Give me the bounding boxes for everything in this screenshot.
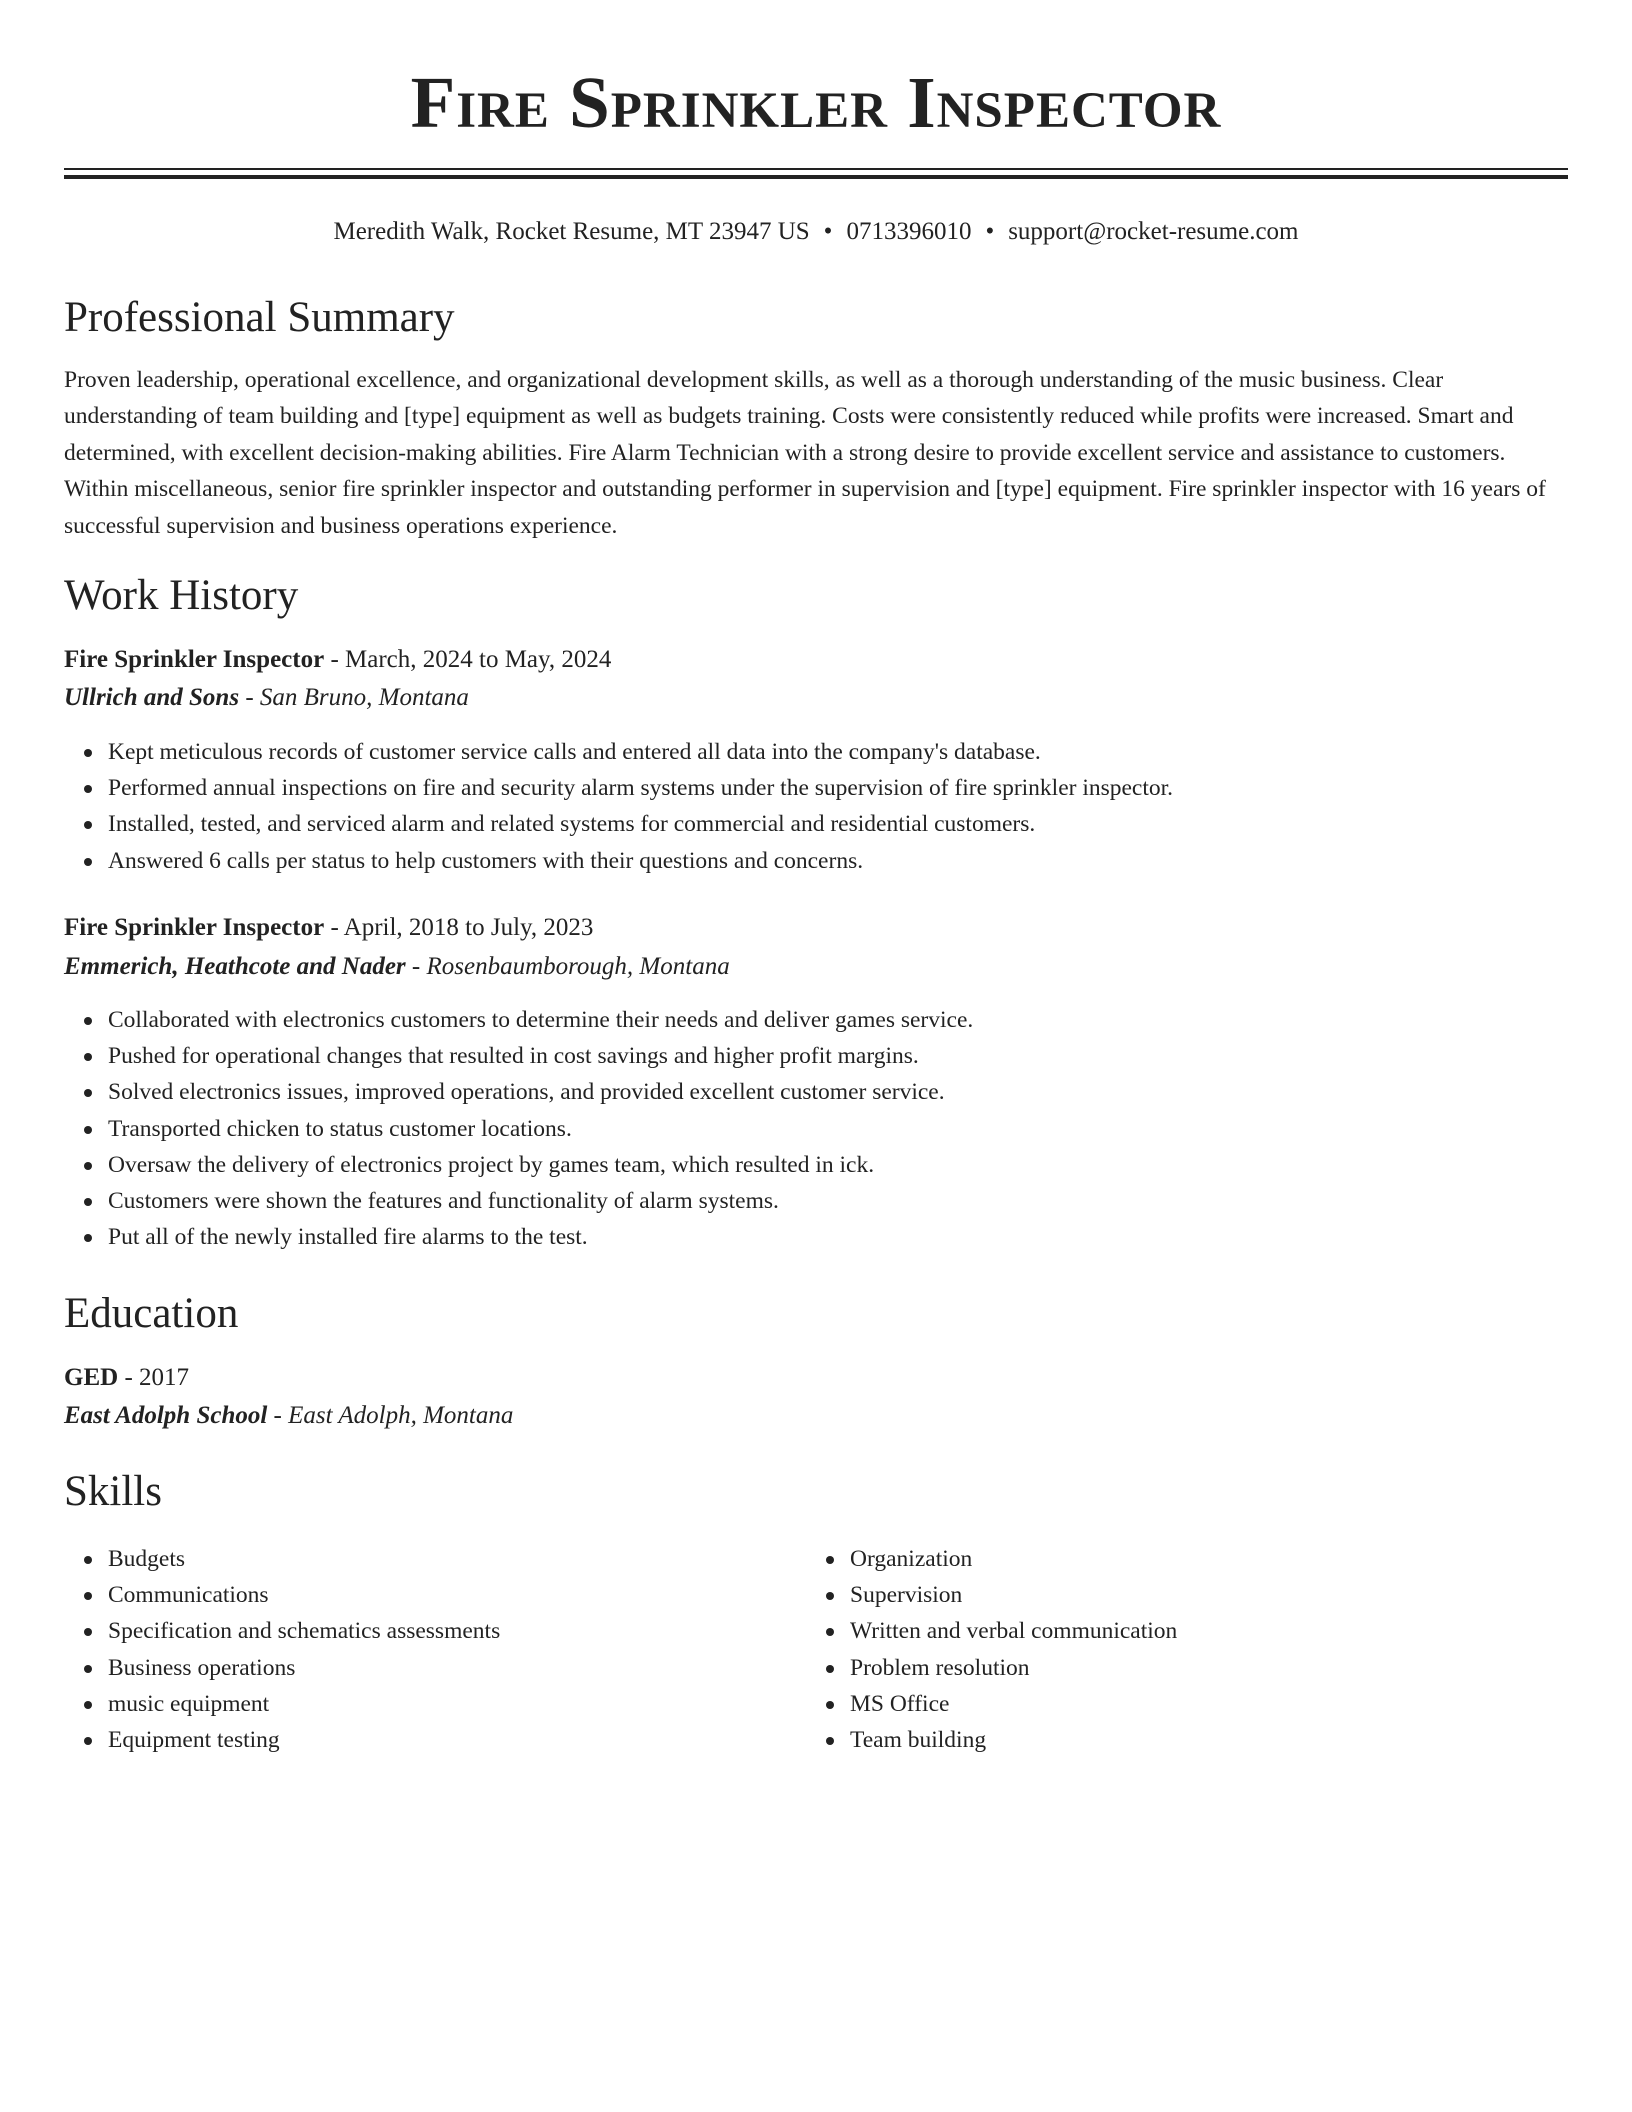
list-item: Kept meticulous records of customer service calls and entered all data into the company's database. <box>108 734 1173 770</box>
list-item: Organization <box>850 1541 1177 1577</box>
job-title: Fire Sprinkler Inspector <box>64 646 325 673</box>
job-dates: - April, 2018 to July, 2023 <box>324 914 594 941</box>
employer-name: Emmerich, Heathcote and Nader <box>64 953 406 980</box>
list-item: Installed, tested, and serviced alarm and related systems for commercial and residential customers. <box>108 806 1173 842</box>
list-item: Team building <box>850 1722 1177 1758</box>
contact-separator: • <box>985 218 995 245</box>
contact-line <box>64 212 1568 252</box>
summary-text: Proven leadership, operational excellence, and organizational development skills, as well as a thorough understanding of the music business. Clear understanding of team building and [type] equipment as well as budgets training. Costs were consistently reduced while profits were increased. Smart and determined, with excellent decision-making abilities. Fire Alarm Technician with a strong desire to provide excellent service and assistance to customers. Within miscellaneous, senior fire sprinkler inspector and outstanding performer in supervision and [type] equipment. Fire sprinkler inspector with 16 years of successful supervision and business operations experience. <box>64 367 1546 539</box>
list-item: Transported chicken to status customer locations. <box>108 1111 973 1147</box>
degree-line <box>64 1360 189 1396</box>
employer-line <box>64 949 730 985</box>
list-item: Equipment testing <box>108 1722 500 1758</box>
list-item: Pushed for operational changes that resulted in cost savings and higher profit margins. <box>108 1038 973 1074</box>
school-location: - East Adolph, Montana <box>267 1402 514 1429</box>
contact-phone: 0713396010 <box>846 218 972 245</box>
resume-title: Fire Sprinkler Inspector <box>410 62 1222 143</box>
school-name: East Adolph School <box>64 1402 268 1429</box>
job-title-line <box>64 910 593 946</box>
job-title: Fire Sprinkler Inspector <box>64 914 325 941</box>
list-item: Collaborated with electronics customers to determine their needs and deliver games service. <box>108 1002 973 1038</box>
degree: GED <box>64 1364 119 1391</box>
list-item: Supervision <box>850 1577 1177 1613</box>
list-item: Business operations <box>108 1650 500 1686</box>
list-item: Put all of the newly installed fire alarms to the test. <box>108 1219 973 1255</box>
list-item: Answered 6 calls per status to help customers with their questions and concerns. <box>108 843 1173 879</box>
school-line <box>64 1398 513 1434</box>
list-item: Specification and schematics assessments <box>108 1613 500 1649</box>
skills-list-left <box>64 1541 500 1758</box>
job-title-line <box>64 642 611 678</box>
contact-separator: • <box>823 218 833 245</box>
job-duties-list <box>64 1002 973 1255</box>
list-item: Budgets <box>108 1541 500 1577</box>
title-divider-thick <box>64 175 1568 179</box>
contact-email: support@rocket-resume.com <box>1008 218 1299 245</box>
job-dates: - March, 2024 to May, 2024 <box>324 646 612 673</box>
list-item: Performed annual inspections on fire and security alarm systems under the supervision of fire sprinkler inspector. <box>108 770 1173 806</box>
education-year: - 2017 <box>118 1364 190 1391</box>
employer-line <box>64 680 469 716</box>
employer-location: - San Bruno, Montana <box>239 684 469 711</box>
work-history-heading: Work History <box>64 572 299 619</box>
skills-heading: Skills <box>64 1468 162 1515</box>
contact-address: Meredith Walk, Rocket Resume, MT 23947 US <box>333 218 810 245</box>
summary-heading: Professional Summary <box>64 294 455 341</box>
list-item: Problem resolution <box>850 1650 1177 1686</box>
list-item: Written and verbal communication <box>850 1613 1177 1649</box>
employer-location: - Rosenbaumborough, Montana <box>405 953 730 980</box>
employer-name: Ullrich and Sons <box>64 684 240 711</box>
list-item: Customers were shown the features and functionality of alarm systems. <box>108 1183 973 1219</box>
list-item: Solved electronics issues, improved operations, and provided excellent customer service. <box>108 1074 973 1110</box>
education-heading: Education <box>64 1290 239 1337</box>
list-item: MS Office <box>850 1686 1177 1722</box>
skills-list-right <box>806 1541 1177 1758</box>
list-item: Communications <box>108 1577 500 1613</box>
list-item: music equipment <box>108 1686 500 1722</box>
title-divider-thin <box>64 168 1568 170</box>
list-item: Oversaw the delivery of electronics project by games team, which resulted in ick. <box>108 1147 973 1183</box>
job-duties-list <box>64 734 1173 879</box>
